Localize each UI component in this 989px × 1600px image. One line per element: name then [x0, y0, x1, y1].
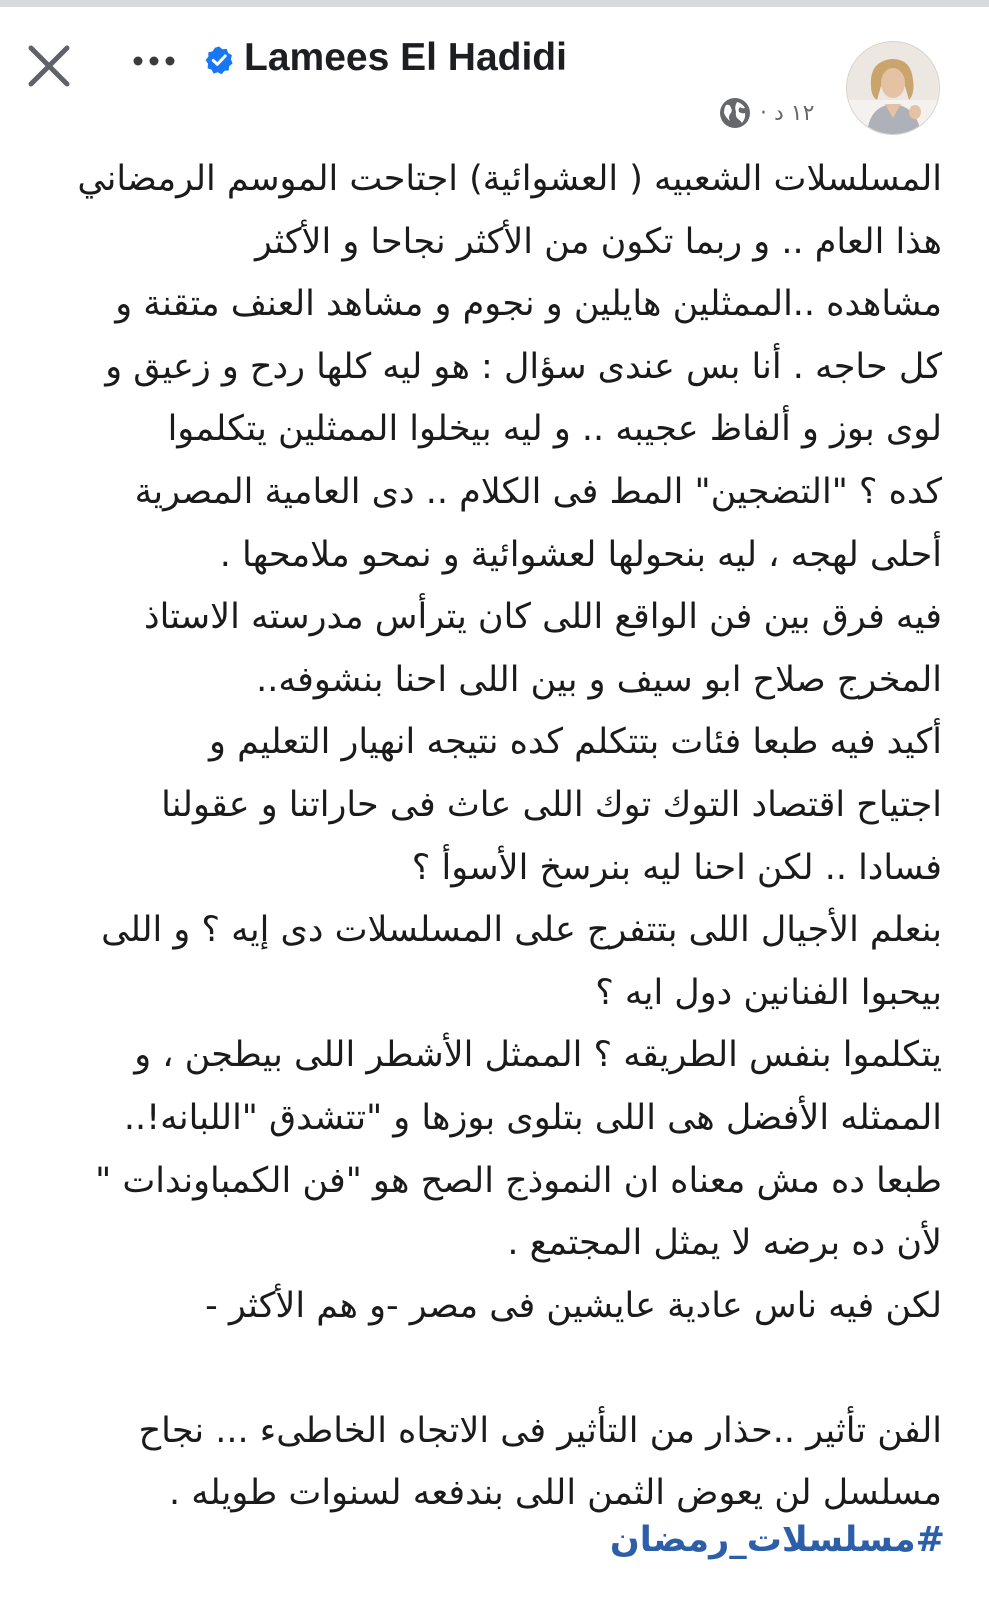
post-header: [0, 7, 989, 135]
post-line: أكيد فيه طبعا فئات بتتكلم كده نتيجه انهيار التعليم و: [209, 722, 942, 763]
top-edge-strip: [0, 0, 989, 7]
globe-icon[interactable]: [718, 96, 752, 130]
post-line: لأن ده برضه لا يمثل المجتمع .: [507, 1223, 942, 1264]
post-line: كل حاجه . أنا بس عندى سؤال : هو ليه كلها ردح و زعيق و: [105, 346, 942, 387]
post-line: بنعلم الأجيال اللى بتتفرج على المسلسلات دى إيه ؟ و اللى: [101, 910, 942, 951]
post-line: بيحبوا الفنانين دول ايه ؟: [595, 972, 942, 1013]
post-line: اجتياح اقتصاد التوك توك اللى عاث فى حاراتنا و عقولنا: [161, 784, 942, 825]
post-line: فيه فرق بين فن الواقع اللى كان يترأس مدرسته الاستاذ: [144, 597, 942, 638]
post-line-blank: [30, 1337, 942, 1400]
more-options-button[interactable]: [128, 47, 180, 75]
close-icon: [24, 41, 74, 91]
hashtag-link[interactable]: #مسلسلات_رمضان: [609, 1520, 945, 1560]
close-button[interactable]: [24, 41, 74, 91]
post-timestamp[interactable]: ١٢ د ·: [760, 100, 815, 126]
verified-badge-icon: [204, 45, 234, 75]
author-photo: [847, 42, 939, 134]
post-line: طبعا ده مش معناه ان النموذج الصح هو "فن الكمباوندات ": [95, 1160, 942, 1201]
post-line: هذا العام .. و ربما تكون من الأكثر نجاحا و الأكثر: [255, 221, 942, 262]
post-line: مشاهده ..الممثلين هايلين و نجوم و مشاهد العنف متقنة و: [115, 284, 942, 325]
post-line: أحلى لهجه ، ليه بنحولها لعشوائية و نمحو ملامحها .: [219, 534, 942, 575]
post-line: الفن تأثير ..حذار من التأثير فى الاتجاه الخاطىء ... نجاح: [138, 1410, 942, 1451]
post-line: كده ؟ "التضجين" المط فى الكلام .. دى العامية المصرية: [134, 471, 942, 512]
post-line: المخرج صلاح ابو سيف و بين اللى احنا بنشوفه..: [256, 659, 942, 700]
post-line: يتكلموا بنفس الطريقه ؟ الممثل الأشطر اللى بيطجن ، و: [134, 1035, 942, 1076]
author-name[interactable]: Lamees El Hadidi: [244, 36, 567, 79]
post-text: [30, 148, 942, 1525]
post-line: لكن فيه ناس عادية عايشين فى مصر -و هم الأكثر -: [205, 1285, 942, 1326]
more-options-icon: [128, 47, 180, 75]
post-line: المسلسلات الشعبيه ( العشوائية) اجتاحت الموسم الرمضاني: [77, 159, 942, 199]
post-line: الممثله الأفضل هى اللى بتلوى بوزها و "تتشدق "اللبانه!..: [123, 1097, 942, 1138]
post-meta: [718, 93, 814, 133]
avatar[interactable]: [846, 41, 940, 135]
post-line: لوى بوز و ألفاظ عجيبه .. و ليه بيخلوا الممثلين يتكلموا: [167, 409, 942, 450]
post-line: مسلسل لن يعوض الثمن اللى بندفعه لسنوات طويله .: [168, 1473, 942, 1514]
post-line: فسادا .. لكن احنا ليه بنرسخ الأسوأ ؟: [411, 847, 942, 888]
